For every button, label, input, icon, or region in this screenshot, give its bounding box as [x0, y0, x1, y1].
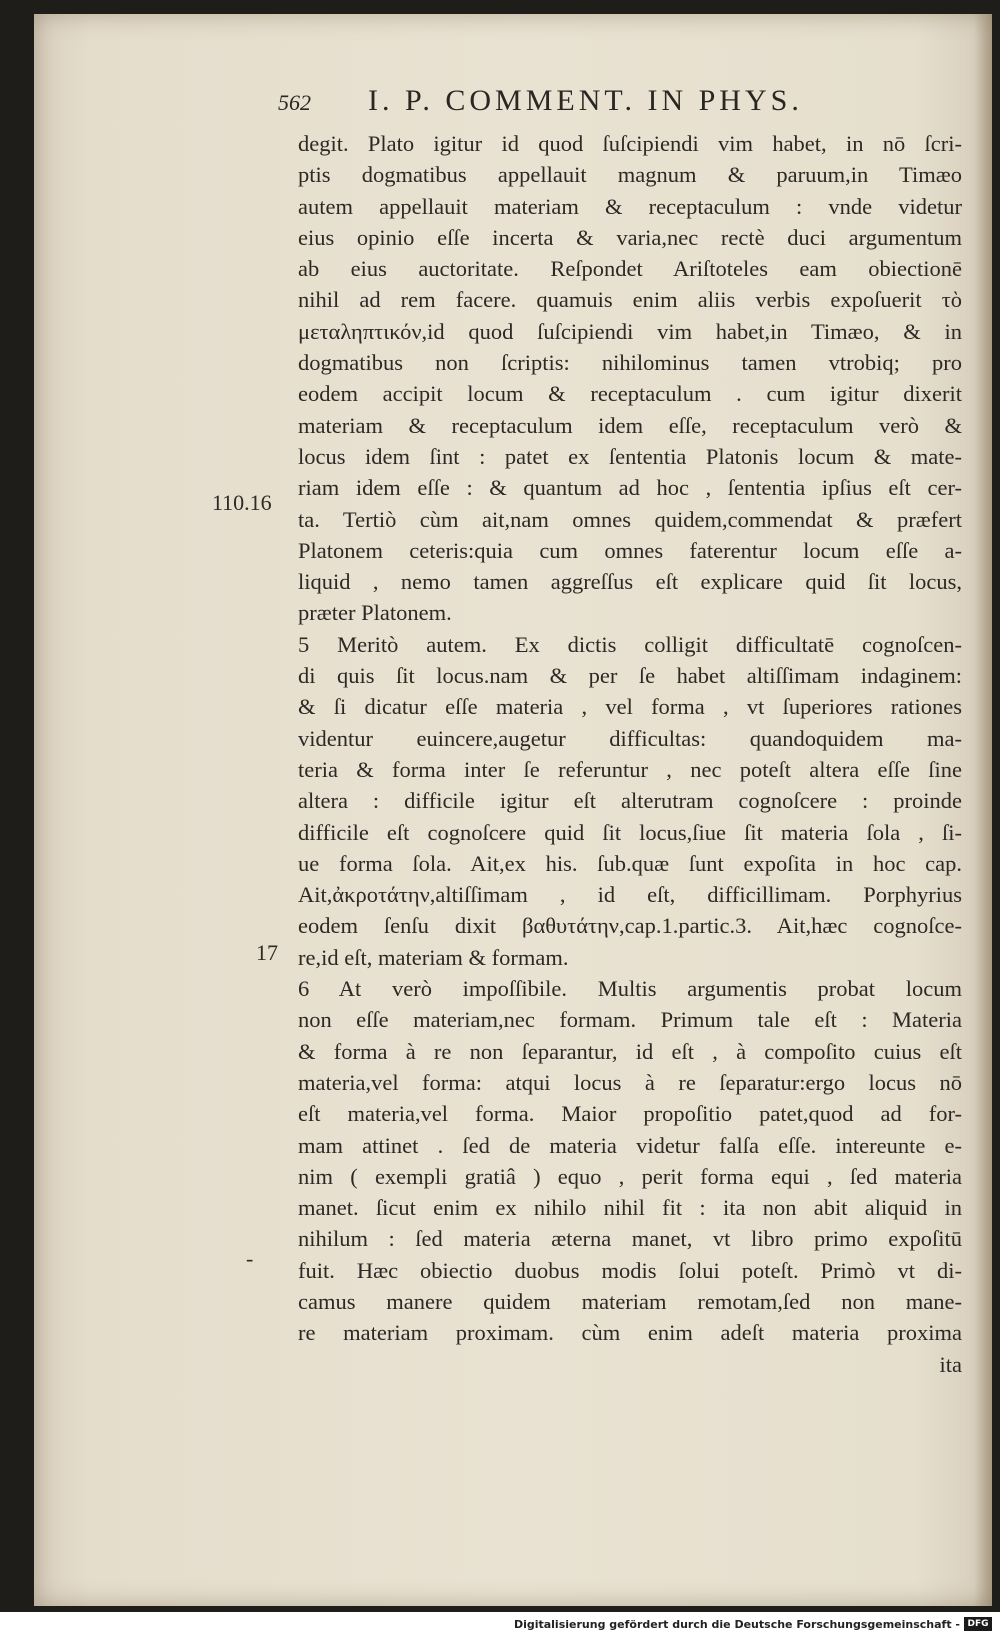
margin-note-mark: - [246, 1246, 254, 1271]
text-line: & ſi dicatur eſſe materia , vel forma , vt ſuperiores rationes [298, 694, 962, 720]
text-line: nim ( exempli gratiâ ) equo , perit forma equi , ſed materia [298, 1163, 962, 1189]
text-line: ptis dogmatibus appellauit magnum & paruum,in Timæo [298, 162, 962, 188]
text-line: autem appellauit materiam & receptaculum : vnde videtur [298, 193, 962, 219]
text-line: fuit. Hæc obiectio duobus modis ſolui poteſt. Primò vt di- [298, 1257, 962, 1283]
text-line: materiam & receptaculum idem eſſe, receptaculum verò & [298, 412, 962, 438]
text-line: di quis ſit locus.nam & per ſe habet altiſſimam indaginem: [298, 663, 962, 689]
text-line: nihilum : ſed materia æterna manet, vt libro primo expoſitū [298, 1226, 962, 1252]
text-line: ab eius auctoritate. Reſpondet Ariſtoteles eam obiectionē [298, 256, 962, 282]
text-line: 6 At verò impoſſibile. Multis argumentis probat locum [298, 976, 962, 1002]
margin-note-line-ref: 110.16 [212, 490, 272, 515]
page-header [278, 84, 898, 124]
text-line: eius opinio eſſe incerta & varia,nec rectè duci argumentum [298, 224, 962, 250]
text-line: difficile eſt cognoſcere quid ſit locus,ſiue ſit materia ſola , ſi- [298, 819, 962, 845]
page-edge-shadow [974, 14, 992, 1606]
text-line: degit. Plato igitur id quod ſuſcipiendi vim habet, in nō ſcri- [298, 131, 962, 156]
text-line: altera : difficile igitur eſt alterutram cognoſcere : proinde [298, 788, 962, 814]
text-line: riam idem eſſe : & quantum ad hoc , ſententia ipſius eſt cer- [298, 475, 962, 501]
text-line: Platonem ceteris:quia cum omnes faterentur locum eſſe a- [298, 537, 962, 563]
text-line: liquid , nemo tamen aggreſſus eſt explicare quid ſit locus, [298, 569, 962, 595]
footer-bar [0, 1612, 1000, 1638]
text-line: eodem accipit locum & receptaculum . cum igitur dixerit [298, 381, 962, 407]
text-line: μεταληπτικόν,id quod ſuſcipiendi vim habet,in Timæo, & in [298, 318, 962, 344]
text-line: re,id eſt, materiam & formam. [298, 944, 569, 970]
text-line: locus idem ſint : patet ex ſententia Platonis locum & mate- [298, 443, 962, 469]
text-line: ue forma ſola. Ait,ex his. ſub.quæ ſunt expoſita in hoc cap. [298, 850, 962, 876]
margin-note-line-ref: 17 [256, 940, 278, 965]
text-line: præter Platonem. [298, 600, 452, 626]
text-line: re materiam proximam. cùm enim adeſt materia proxima [298, 1320, 962, 1346]
text-line: ta. Tertiò cùm ait,nam omnes quidem,commendat & præfert [298, 506, 962, 532]
text-line: non eſſe materiam,nec formam. Primum tale eſt : Materia [298, 1007, 962, 1033]
catchword: ita [939, 1351, 962, 1377]
footer-credit: Digitalisierung gefördert durch die Deutsche Forschungsgemeinschaft - [513, 1618, 960, 1631]
running-head: I. P. COMMENT. IN PHYS. [368, 84, 803, 117]
text-line: teria & forma inter ſe referuntur , nec poteſt altera eſſe ſine [298, 756, 962, 782]
text-line: dogmatibus non ſcriptis: nihilominus tamen vtrobiq; pro [298, 350, 962, 376]
text-line: 5 Meritò autem. Ex dictis colligit difficultatē cognoſcen- [298, 631, 962, 657]
text-line: manet. ſicut enim ex nihilo nihil fit : ita non abit aliquid in [298, 1195, 962, 1221]
text-line: Ait,ἀκροτάτην,altiſſimam , id eſt, difficillimam. Porphyrius [298, 882, 962, 908]
text-line: & forma à re non ſeparantur, id eſt , à compoſito cuius eſt [298, 1038, 962, 1064]
text-line: videntur euincere,augetur difficultas: quandoquidem ma- [298, 725, 962, 751]
text-line: materia,vel forma: atqui locus à re ſeparatur:ergo locus nō [298, 1069, 962, 1095]
page-number: 562 [278, 90, 311, 115]
text-line: eſt materia,vel forma. Maior propoſitio patet,quod ad for- [298, 1101, 962, 1127]
text-line: nihil ad rem facere. quamuis enim aliis verbis expoſuerit τὸ [298, 287, 962, 313]
body-text [298, 128, 962, 1380]
text-line: mam attinet . ſed de materia videtur falſa eſſe. intereunte e- [298, 1132, 962, 1158]
text-line: eodem ſenſu dixit βαθυτάτην,cap.1.partic.3. Ait,hæc cognoſce- [298, 913, 962, 939]
dfg-logo: DFG [964, 1617, 992, 1631]
text-line: camus manere quidem materiam remotam,ſed non mane- [298, 1288, 962, 1314]
